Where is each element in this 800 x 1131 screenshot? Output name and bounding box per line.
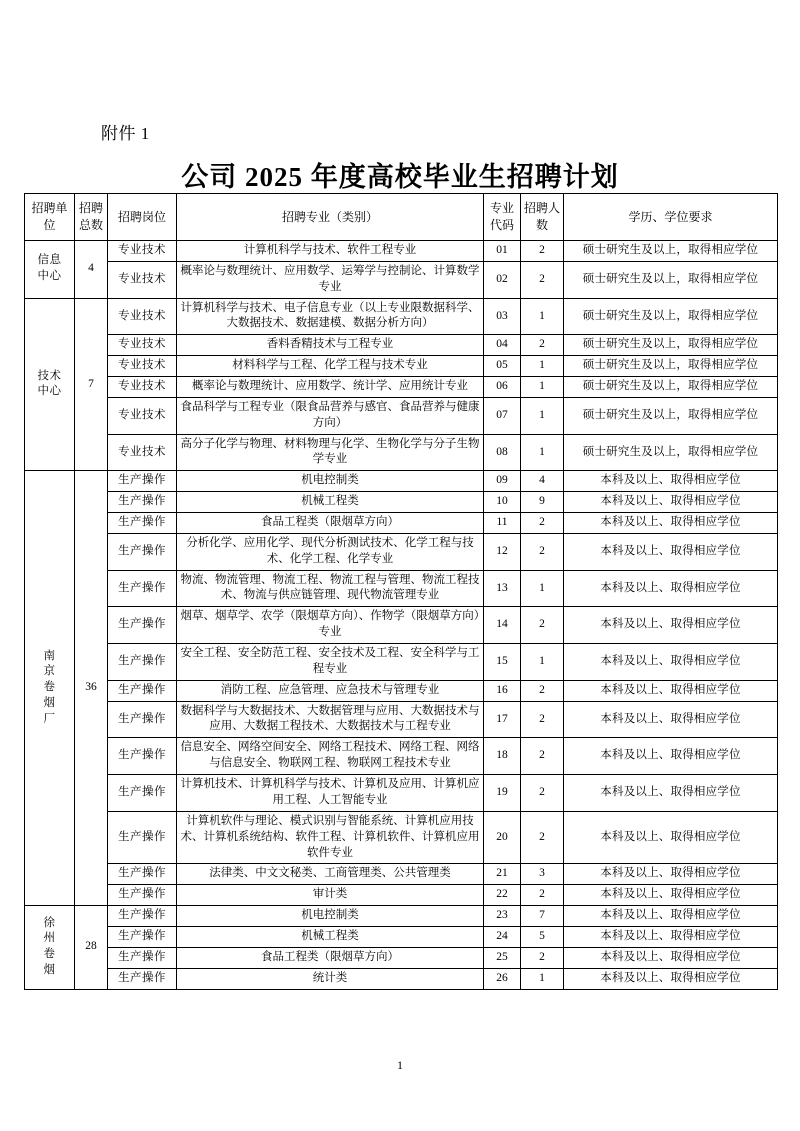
recruit-count-cell: 3	[521, 864, 564, 885]
major-code-cell: 13	[484, 570, 521, 607]
recruit-count-cell: 2	[521, 513, 564, 534]
degree-requirement-cell: 本科及以上、取得相应学位	[564, 471, 778, 492]
major-code-cell: 25	[484, 947, 521, 968]
unit-cell: 信息 中心	[25, 241, 75, 299]
major-cell: 食品工程类（限烟草方向）	[177, 947, 484, 968]
unit-total-cell: 4	[75, 241, 108, 299]
major-code-cell: 16	[484, 680, 521, 701]
major-cell: 安全工程、安全防范工程、安全技术及工程、安全科学与工程专业	[177, 644, 484, 681]
unit-cell: 技术 中心	[25, 298, 75, 471]
table-row	[25, 513, 778, 534]
degree-requirement-cell: 本科及以上、取得相应学位	[564, 926, 778, 947]
degree-requirement-cell: 本科及以上、取得相应学位	[564, 885, 778, 906]
recruit-count-cell: 2	[521, 680, 564, 701]
major-cell: 概率论与数理统计、应用数学、统计学、应用统计专业	[177, 377, 484, 398]
table-row	[25, 377, 778, 398]
post-cell: 生产操作	[108, 775, 177, 812]
column-header-count: 招聘人数	[521, 194, 564, 241]
table-row	[25, 968, 778, 989]
column-header-unit: 招聘单位	[25, 194, 75, 241]
degree-requirement-cell: 本科及以上、取得相应学位	[564, 811, 778, 864]
recruit-count-cell: 2	[521, 607, 564, 644]
major-cell: 机电控制类	[177, 906, 484, 927]
recruit-count-cell: 4	[521, 471, 564, 492]
post-cell: 专业技术	[108, 356, 177, 377]
post-cell: 专业技术	[108, 298, 177, 335]
post-cell: 生产操作	[108, 492, 177, 513]
degree-requirement-cell: 硕士研究生及以上，取得相应学位	[564, 298, 778, 335]
post-cell: 生产操作	[108, 926, 177, 947]
recruit-count-cell: 1	[521, 377, 564, 398]
post-cell: 专业技术	[108, 397, 177, 434]
recruit-count-cell: 1	[521, 644, 564, 681]
post-cell: 生产操作	[108, 701, 177, 738]
column-header-total: 招聘总数	[75, 194, 108, 241]
post-cell: 专业技术	[108, 261, 177, 298]
post-cell: 生产操作	[108, 811, 177, 864]
degree-requirement-cell: 本科及以上、取得相应学位	[564, 738, 778, 775]
recruit-count-cell: 1	[521, 570, 564, 607]
major-code-cell: 22	[484, 885, 521, 906]
recruit-count-cell: 2	[521, 533, 564, 570]
major-code-cell: 03	[484, 298, 521, 335]
major-code-cell: 15	[484, 644, 521, 681]
degree-requirement-cell: 硕士研究生及以上，取得相应学位	[564, 434, 778, 471]
page-title: 公司 2025 年度高校毕业生招聘计划	[181, 162, 619, 192]
major-code-cell: 18	[484, 738, 521, 775]
post-cell: 生产操作	[108, 968, 177, 989]
page-number: 1	[397, 1058, 403, 1072]
table-row	[25, 397, 778, 434]
unit-cell: 南 京 卷 烟 厂	[25, 471, 75, 906]
degree-requirement-cell: 硕士研究生及以上，取得相应学位	[564, 241, 778, 262]
post-cell: 生产操作	[108, 885, 177, 906]
degree-requirement-cell: 本科及以上、取得相应学位	[564, 607, 778, 644]
column-header-degree: 学历、学位要求	[564, 194, 778, 241]
post-cell: 生产操作	[108, 570, 177, 607]
post-cell: 生产操作	[108, 864, 177, 885]
degree-requirement-cell: 本科及以上、取得相应学位	[564, 864, 778, 885]
major-code-cell: 10	[484, 492, 521, 513]
column-header-code: 专业代码	[484, 194, 521, 241]
degree-requirement-cell: 硕士研究生及以上，取得相应学位	[564, 356, 778, 377]
recruit-count-cell: 2	[521, 947, 564, 968]
recruit-count-cell: 2	[521, 811, 564, 864]
table-row	[25, 533, 778, 570]
major-cell: 机械工程类	[177, 926, 484, 947]
major-cell: 信息安全、网络空间安全、网络工程技术、网络工程、网络与信息安全、物联网工程、物联网工程技术专业	[177, 738, 484, 775]
post-cell: 生产操作	[108, 644, 177, 681]
major-cell: 烟草、烟草学、农学（限烟草方向）、作物学（限烟草方向）专业	[177, 607, 484, 644]
table-row	[25, 261, 778, 298]
major-cell: 机电控制类	[177, 471, 484, 492]
major-code-cell: 24	[484, 926, 521, 947]
unit-cell: 徐 州 卷 烟	[25, 906, 75, 989]
recruit-count-cell: 2	[521, 885, 564, 906]
major-code-cell: 12	[484, 533, 521, 570]
recruit-count-cell: 2	[521, 775, 564, 812]
major-cell: 计算机软件与理论、模式识别与智能系统、计算机应用技术、计算机系统结构、软件工程、计算机软件、计算机应用软件专业	[177, 811, 484, 864]
major-cell: 材料科学与工程、化学工程与技术专业	[177, 356, 484, 377]
major-code-cell: 26	[484, 968, 521, 989]
table-row	[25, 471, 778, 492]
table-row	[25, 570, 778, 607]
major-code-cell: 14	[484, 607, 521, 644]
recruit-count-cell: 5	[521, 926, 564, 947]
major-code-cell: 06	[484, 377, 521, 398]
major-cell: 计算机技术、计算机科学与技术、计算机及应用、计算机应用工程、人工智能专业	[177, 775, 484, 812]
post-cell: 生产操作	[108, 513, 177, 534]
major-code-cell: 04	[484, 335, 521, 356]
unit-total-cell: 28	[75, 906, 108, 989]
degree-requirement-cell: 硕士研究生及以上，取得相应学位	[564, 261, 778, 298]
table-row	[25, 335, 778, 356]
table-row	[25, 492, 778, 513]
table-header-row	[25, 194, 778, 241]
table-header	[25, 194, 778, 241]
table-row	[25, 885, 778, 906]
major-code-cell: 21	[484, 864, 521, 885]
table-row	[25, 680, 778, 701]
major-cell: 机械工程类	[177, 492, 484, 513]
unit-total-cell: 7	[75, 298, 108, 471]
table-row	[25, 738, 778, 775]
major-cell: 概率论与数理统计、应用数学、运筹学与控制论、计算数学专业	[177, 261, 484, 298]
major-code-cell: 05	[484, 356, 521, 377]
post-cell: 生产操作	[108, 906, 177, 927]
column-header-post: 招聘岗位	[108, 194, 177, 241]
column-header-major: 招聘专业（类别）	[177, 194, 484, 241]
table-row	[25, 811, 778, 864]
table-row	[25, 926, 778, 947]
major-cell: 物流、物流管理、物流工程、物流工程与管理、物流工程技术、物流与供应链管理、现代物流管理专业	[177, 570, 484, 607]
table-row	[25, 864, 778, 885]
degree-requirement-cell: 本科及以上、取得相应学位	[564, 680, 778, 701]
recruit-count-cell: 1	[521, 356, 564, 377]
major-cell: 食品工程类（限烟草方向）	[177, 513, 484, 534]
post-cell: 生产操作	[108, 738, 177, 775]
major-cell: 食品科学与工程专业（限食品营养与感官、食品营养与健康方向）	[177, 397, 484, 434]
major-code-cell: 08	[484, 434, 521, 471]
recruit-count-cell: 1	[521, 434, 564, 471]
degree-requirement-cell: 本科及以上、取得相应学位	[564, 513, 778, 534]
major-code-cell: 02	[484, 261, 521, 298]
recruit-count-cell: 2	[521, 335, 564, 356]
table-row	[25, 701, 778, 738]
post-cell: 生产操作	[108, 680, 177, 701]
recruit-count-cell: 7	[521, 906, 564, 927]
degree-requirement-cell: 本科及以上、取得相应学位	[564, 492, 778, 513]
major-cell: 分析化学、应用化学、现代分析测试技术、化学工程与技术、化学工程、化学专业	[177, 533, 484, 570]
major-code-cell: 17	[484, 701, 521, 738]
recruit-count-cell: 1	[521, 397, 564, 434]
recruit-count-cell: 9	[521, 492, 564, 513]
table-row	[25, 775, 778, 812]
degree-requirement-cell: 本科及以上、取得相应学位	[564, 775, 778, 812]
degree-requirement-cell: 本科及以上、取得相应学位	[564, 570, 778, 607]
post-cell: 生产操作	[108, 533, 177, 570]
recruit-count-cell: 2	[521, 701, 564, 738]
recruit-count-cell: 1	[521, 298, 564, 335]
major-cell: 计算机科学与技术、软件工程专业	[177, 241, 484, 262]
recruitment-plan-table	[24, 193, 778, 990]
post-cell: 专业技术	[108, 434, 177, 471]
table-row	[25, 644, 778, 681]
major-cell: 审计类	[177, 885, 484, 906]
post-cell: 生产操作	[108, 471, 177, 492]
major-code-cell: 20	[484, 811, 521, 864]
degree-requirement-cell: 本科及以上、取得相应学位	[564, 701, 778, 738]
recruit-count-cell: 2	[521, 261, 564, 298]
major-cell: 高分子化学与物理、材料物理与化学、生物化学与分子生物学专业	[177, 434, 484, 471]
table-row	[25, 298, 778, 335]
degree-requirement-cell: 本科及以上、取得相应学位	[564, 644, 778, 681]
major-code-cell: 19	[484, 775, 521, 812]
major-code-cell: 01	[484, 241, 521, 262]
post-cell: 生产操作	[108, 947, 177, 968]
major-code-cell: 23	[484, 906, 521, 927]
major-cell: 计算机科学与技术、电子信息专业（以上专业限数据科学、大数据技术、数据建模、数据分析方向）	[177, 298, 484, 335]
table-row	[25, 906, 778, 927]
major-cell: 香料香精技术与工程专业	[177, 335, 484, 356]
attachment-label: 附件 1	[101, 124, 150, 143]
major-code-cell: 09	[484, 471, 521, 492]
major-cell: 消防工程、应急管理、应急技术与管理专业	[177, 680, 484, 701]
major-cell: 统计类	[177, 968, 484, 989]
degree-requirement-cell: 本科及以上、取得相应学位	[564, 968, 778, 989]
table-body	[25, 241, 778, 990]
table-row	[25, 434, 778, 471]
degree-requirement-cell: 本科及以上、取得相应学位	[564, 906, 778, 927]
degree-requirement-cell: 硕士研究生及以上，取得相应学位	[564, 377, 778, 398]
degree-requirement-cell: 本科及以上、取得相应学位	[564, 947, 778, 968]
post-cell: 专业技术	[108, 377, 177, 398]
post-cell: 生产操作	[108, 607, 177, 644]
recruit-count-cell: 1	[521, 968, 564, 989]
major-code-cell: 11	[484, 513, 521, 534]
post-cell: 专业技术	[108, 241, 177, 262]
unit-total-cell: 36	[75, 471, 108, 906]
degree-requirement-cell: 硕士研究生及以上，取得相应学位	[564, 335, 778, 356]
degree-requirement-cell: 本科及以上、取得相应学位	[564, 533, 778, 570]
major-code-cell: 07	[484, 397, 521, 434]
table-row	[25, 356, 778, 377]
recruit-count-cell: 2	[521, 241, 564, 262]
table-row	[25, 241, 778, 262]
table-row	[25, 607, 778, 644]
degree-requirement-cell: 硕士研究生及以上，取得相应学位	[564, 397, 778, 434]
recruit-count-cell: 2	[521, 738, 564, 775]
major-cell: 数据科学与大数据技术、大数据管理与应用、大数据技术与应用、大数据工程技术、大数据技术与工程专业	[177, 701, 484, 738]
post-cell: 专业技术	[108, 335, 177, 356]
table-row	[25, 947, 778, 968]
major-cell: 法律类、中文文秘类、工商管理类、公共管理类	[177, 864, 484, 885]
